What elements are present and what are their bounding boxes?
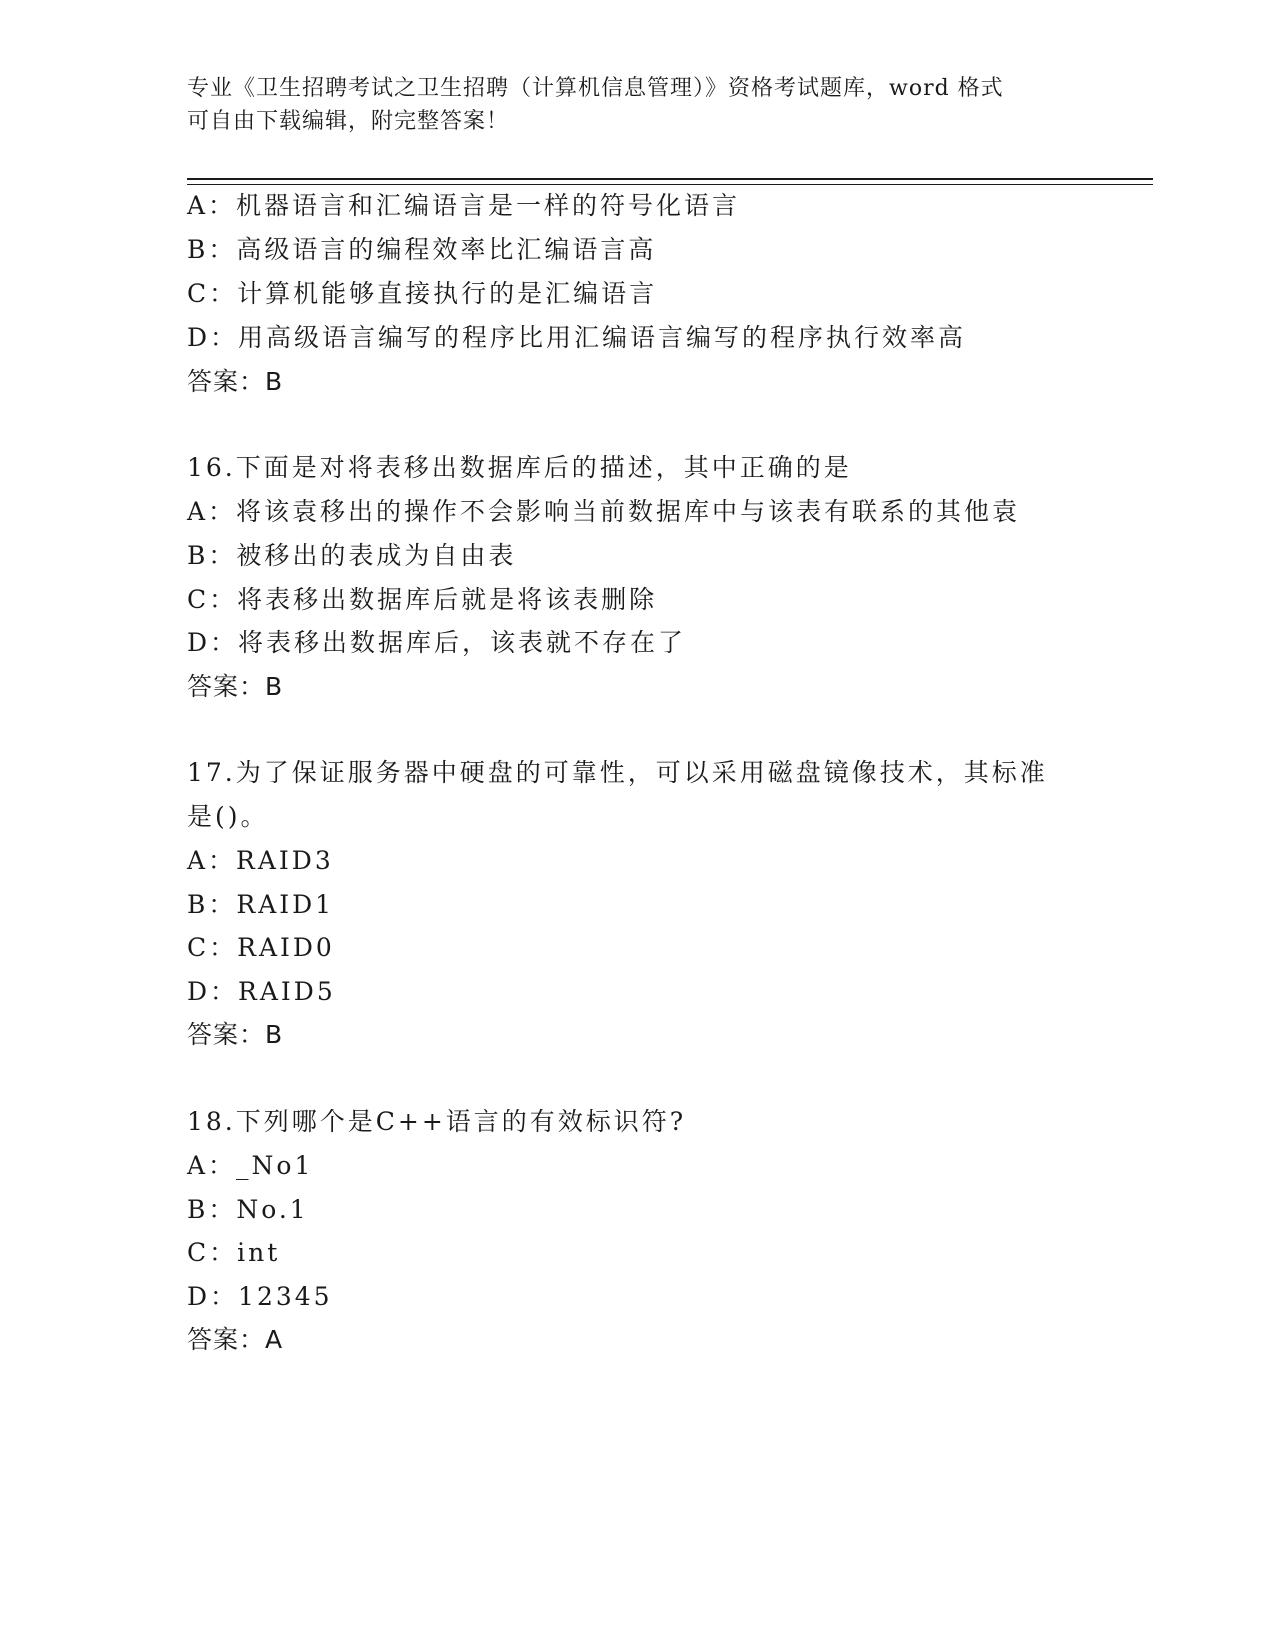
q18-option-c: C：int xyxy=(187,1238,281,1267)
q15-option-a: A：机器语言和汇编语言是一样的符号化语言 xyxy=(187,191,741,220)
q18-option-d: D：12345 xyxy=(187,1282,333,1311)
q18-option-a: A：_No1 xyxy=(187,1151,314,1180)
document-header: 专业《卫生招聘考试之卫生招聘（计算机信息管理）》资格考试题库，word 格式 可自由下载编辑，附完整答案！ xyxy=(187,76,1004,134)
q17-answer: 答案：B xyxy=(187,1020,284,1049)
q18-answer: 答案：A xyxy=(187,1325,284,1354)
q17-option-b: B：RAID1 xyxy=(187,890,335,919)
q15-option-b: B：高级语言的编程效率比汇编语言高 xyxy=(187,235,657,264)
q18-option-b: B：No.1 xyxy=(187,1195,309,1224)
q16-option-c: C：将表移出数据库后就是将该表删除 xyxy=(187,585,658,614)
q16-option-d: D：将表移出数据库后，该表就不存在了 xyxy=(187,628,687,657)
header-divider-thick xyxy=(187,178,1153,180)
q18-question: 18.下列哪个是C++语言的有效标识符? xyxy=(187,1107,687,1136)
q16-answer: 答案：B xyxy=(187,672,284,701)
q17-option-a: A：RAID3 xyxy=(187,846,334,875)
q17-option-d: D：RAID5 xyxy=(187,977,336,1006)
q16-question: 16.下面是对将表移出数据库后的描述，其中正确的是 xyxy=(187,453,852,482)
q17-question-line1: 17.为了保证服务器中硬盘的可靠性，可以采用磁盘镜像技术，其标准 xyxy=(187,758,1048,787)
q16-option-b: B：被移出的表成为自由表 xyxy=(187,541,517,570)
q15-option-c: C：计算机能够直接执行的是汇编语言 xyxy=(187,279,658,308)
q15-option-d: D：用高级语言编写的程序比用汇编语言编写的程序执行效率高 xyxy=(187,323,967,352)
q15-answer: 答案：B xyxy=(187,367,284,396)
q17-question-line2: 是()。 xyxy=(187,802,269,831)
q17-option-c: C：RAID0 xyxy=(187,933,335,962)
q16-option-a: A：将该袁移出的操作不会影响当前数据库中与该表有联系的其他袁 xyxy=(187,497,1021,526)
header-divider-thin xyxy=(187,184,1153,185)
